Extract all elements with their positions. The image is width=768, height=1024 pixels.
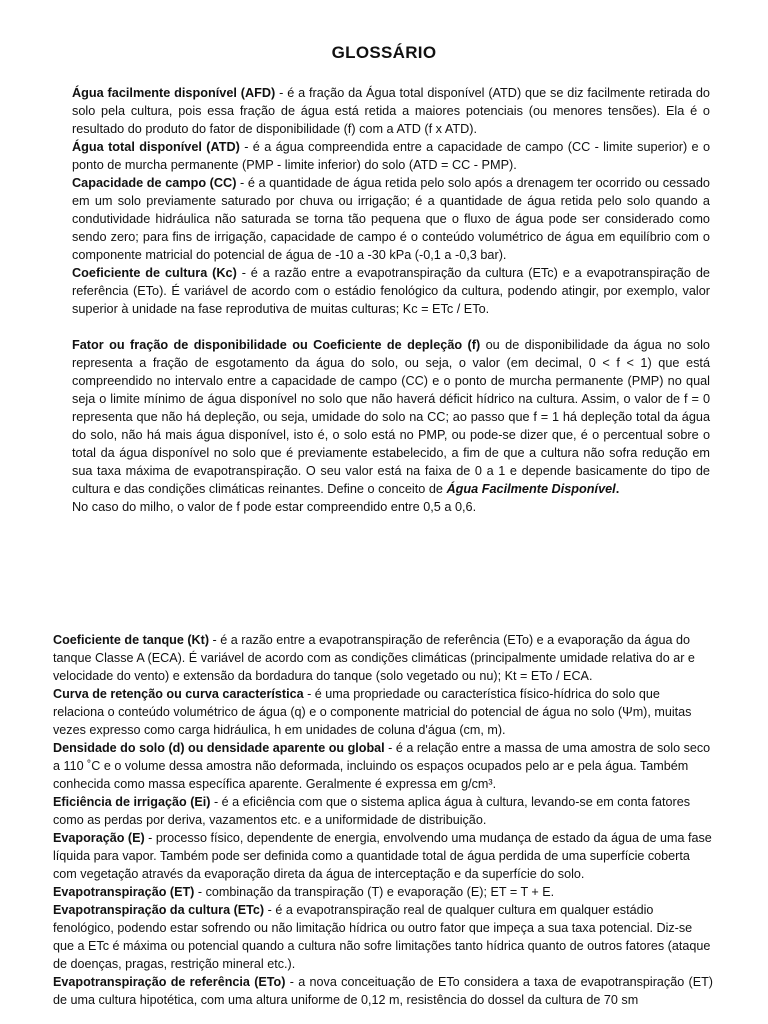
entry-definition: - processo físico, dependente de energia, envolvendo uma mudança de estado da água de uma fase líquida para vapor. Também pode ser definida como a quantidade total de água perdida de uma superfície coberta com vegetação através da evaporação direta da água de interceptação e da superfície do solo. xyxy=(53,831,712,881)
entry-definition: - é a razão entre a evapotranspiração da cultura (ETc) e a evapotranspiração de referência (ETo). É variável de acordo com o estádio fenológico da cultura, podendo atingir, por exemplo, valor superior à unidade na fase reprodutiva de muitas culturas; Kc = ETc / ETo. xyxy=(72,266,710,316)
entry-cc xyxy=(72,174,710,264)
entry-term: Eficiência de irrigação (Ei) xyxy=(53,795,211,809)
entry-densidade xyxy=(53,739,713,793)
entry-kc xyxy=(72,264,710,318)
entry-definition: ou de disponibilidade da água no solo representa a fração de esgotamento da água do solo, ou seja, o valor (em decimal, 0 < f < 1) que está compreendido no intervalo entre a capacidade de campo (CC) e o ponto de murcha permanente (PMP) no qual seja o limite mínimo de água disponível no solo que não haverá déficit hídrico na cultura. Assim, o valor de f = 0 representa que não há depleção, ou seja, umidade do solo na CC; ao passo que f = 1 há depleção total da água do solo, não há mais água disponível, isto é, o solo está no PMP, ou pode-se dizer que, é o percentual sobre o total da água disponível no solo que é previamente estabelecido, a fim de que a cultura não sofra redução em sua taxa máxima de evapotranspiração. O seu valor está na faixa de 0 a 1 e depende basicamente do tipo de cultura e das condições climáticas reinantes. Define o conceito de xyxy=(72,338,710,496)
entry-kt xyxy=(53,631,713,685)
glossary-section-fator xyxy=(72,336,710,516)
entry-etc xyxy=(53,901,713,973)
entry-definition: - é a água compreendida entre a capacidade de campo (CC - limite superior) e o ponto de murcha permanente (PMP - limite inferior) do solo (ATD = CC - PMP). xyxy=(72,140,710,172)
entry-note: No caso do milho, o valor de f pode estar compreendido entre 0,5 a 0,6. xyxy=(72,500,477,514)
entry-definition: - é a relação entre a massa de uma amostra de solo seco a 110 ˚C e o volume dessa amostra não deformada, incluindo os espaços ocupados pelo ar e pela água. Também conhecida como massa específica aparente. Geralmente é expressa em g/cm³. xyxy=(53,741,711,791)
entry-fator xyxy=(72,336,710,498)
page-title: GLOSSÁRIO xyxy=(331,43,437,62)
entry-definition: - é a razão entre a evapotranspiração de referência (ETo) e a evaporação da água do tanque Classe A (ECA). É variável de acordo com as condições climáticas (principalmente umidade relativa do ar e velocidade do vento) e extensão da bordadura do tanque (solo vegetado ou nu); Kt = ETo / ECA. xyxy=(53,633,695,683)
entry-term: Evapotranspiração (ET) xyxy=(53,885,195,899)
glossary-section-1 xyxy=(72,84,710,318)
entry-ei xyxy=(53,793,713,829)
entry-eto xyxy=(53,973,713,1009)
entry-term: Coeficiente de tanque (Kt) xyxy=(53,633,210,647)
entry-term: Evaporação (E) xyxy=(53,831,145,845)
entry-term: Curva de retenção ou curva característica xyxy=(53,687,304,701)
entry-et xyxy=(53,883,713,901)
emphasis-afd: Água Facilmente Disponível xyxy=(446,482,616,496)
entry-term: Coeficiente de cultura (Kc) xyxy=(72,266,237,280)
entry-e xyxy=(53,829,713,883)
entry-afd xyxy=(72,84,710,138)
entry-term: Capacidade de campo (CC) xyxy=(72,176,237,190)
entry-curva xyxy=(53,685,713,739)
entry-atd xyxy=(72,138,710,174)
glossary-section-2 xyxy=(53,631,713,1009)
entry-end: . xyxy=(615,482,620,496)
entry-definition: - é a eficiência com que o sistema aplica água à cultura, levando-se em conta fatores como as perdas por deriva, vazamentos etc. e a uniformidade de distribuição. xyxy=(53,795,691,827)
entry-definition: - é uma propriedade ou característica físico-hídrica do solo que relaciona o conteúdo volumétrico de água (q) e o componente matricial do potencial de água no solo (Ψm), muitas vezes expresso como carga hidráulica, h em unidades de coluna d'água (cm, m). xyxy=(53,687,692,737)
entry-term: Água total disponível (ATD) xyxy=(72,140,240,154)
entry-term: Evapotranspiração de referência (ETo) xyxy=(53,975,286,989)
entry-definition: - é a quantidade de água retida pelo solo após a drenagem ter ocorrido ou cessado em um solo previamente saturado por chuva ou irrigação; é a quantidade de água retida pelo solo quando a condutividade hidráulica não saturada se torna tão pequena que o fluxo de água pode ser considerado como sendo zero; para fins de irrigação, capacidade de campo é o conteúdo volumétrico de água em equilíbrio com o componente matricial do potencial de água de -10 a -30 kPa (-0,1 a -0,3 bar). xyxy=(72,176,710,262)
entry-definition: - a nova conceituação de ETo considera a taxa de evapotranspiração (ET) de uma cultura hipotética, com uma altura uniforme de 0,12 m, resistência do dossel da cultura de 70 sm xyxy=(53,975,713,1007)
entry-term: Densidade do solo (d) ou densidade aparente ou global xyxy=(53,741,385,755)
entry-definition: - é a fração da Água total disponível (ATD) que se diz facilmente retirada do solo pela cultura, pois essa fração de água está retida a maiores potenciais (ou menores tensões). Ela é o resultado do produto do fator de disponibilidade (f) com a ATD (f x ATD). xyxy=(72,86,710,136)
entry-definition: - combinação da transpiração (T) e evaporação (E); ET = T + E. xyxy=(194,885,555,899)
entry-term: Água facilmente disponível (AFD) xyxy=(72,86,276,100)
entry-term: Evapotranspiração da cultura (ETc) xyxy=(53,903,265,917)
entry-term: Fator ou fração de disponibilidade ou Coeficiente de depleção (f) xyxy=(72,338,481,352)
entry-definition: - é a evapotranspiração real de qualquer cultura em qualquer estádio fenológico, podendo estar sofrendo ou não limitação hídrica ou outro fator que impeça a sua taxa potencial. Diz-se que a ETc é máxima ou potencial quando a cultura não sofre limitações tanto hídrica quanto de outros fatores (ataque de doenças, pragas, restrição mineral etc.). xyxy=(53,903,711,971)
